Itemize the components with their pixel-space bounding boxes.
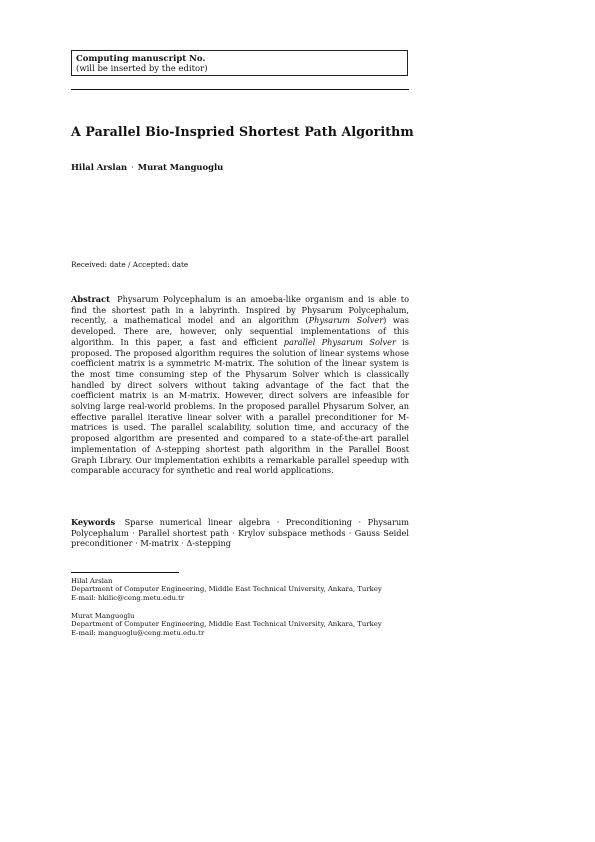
manuscript-number-box [71, 50, 408, 76]
received-accepted-dates: Received: date / Accepted: date [71, 260, 189, 269]
keywords [71, 517, 409, 549]
manuscript-number-label: Computing manuscript No. [76, 54, 206, 64]
abstract [71, 294, 409, 476]
abstract-emphasis: Physarum Solver [308, 315, 384, 326]
affiliation-department: Department of Computer Engineering, Middle East Technical University, Ankara, Turkey [71, 620, 382, 629]
affiliation-block [71, 577, 416, 602]
author-name: Hilal Arslan [71, 162, 128, 172]
affiliation-department: Department of Computer Engineering, Middle East Technical University, Ankara, Turkey [71, 585, 382, 594]
author-name: Murat Manguoglu [137, 162, 224, 172]
abstract-emphasis: parallel Physarum Solver [283, 336, 396, 347]
editor-note: (will be inserted by the editor) [76, 64, 208, 74]
affiliation-email: E-mail: manguoglu@ceng.metu.edu.tr [71, 628, 205, 637]
paper-title: A Parallel Bio-Inspried Shortest Path Algorithm [71, 124, 414, 139]
keywords-text: Sparse numerical linear algebra · Preconditioning · Physarum Polycephalum · Parallel shortest path · Krylov subspace methods · Gauss Seidel preconditioner · M-matrix · Δ-stepping [71, 517, 410, 549]
header-rule [71, 89, 409, 90]
author-list [71, 162, 223, 172]
affiliation-name: Murat Manguoglu [71, 612, 135, 620]
affiliation-block [71, 612, 416, 637]
abstract-text: ) was developed. There are, however, only sequential implementations of this algorithm. In this paper, a fast and efficient [71, 315, 410, 347]
keywords-heading: Keywords [71, 517, 116, 527]
footnote-rule [71, 572, 179, 573]
affiliation-name: Hilal Arslan [71, 577, 113, 585]
abstract-text: is proposed. The proposed algorithm requires the solution of linear systems whose coefficient matrix is a symmetric M-matrix. The solution of the linear system is the most time consuming step of the Physarum Solver which is classically handled by direct solvers without taking advantage of the fact that the coefficient matrix is an M-matrix. However, direct solvers are infeasible for solving large real-world problems. In the proposed parallel Physarum Solver, an effective parallel iterative linear solver with a parallel preconditioner for M-matrices is used. The parallel scalability, solution time, and accuracy of the proposed algorithm are presented and compared to a state-of-the-art parallel implementation of Δ-stepping shortest path algorithm in the Parallel Boost Graph Library. Our implementation exhibits a remarkable parallel speedup with comparable accuracy for synthetic and real world applications. [71, 336, 409, 476]
affiliation-email: E-mail: hkilic@ceng.metu.edu.tr [71, 593, 185, 602]
author-separator: · [131, 162, 134, 172]
abstract-text: Physarum Polycephalum is an amoeba-like organism and is able to find the shortest path in a labyrinth. Inspired by Physarum Polycephalum, recently, a mathematical model and an algorithm ( [71, 294, 409, 326]
abstract-heading: Abstract [71, 294, 110, 304]
